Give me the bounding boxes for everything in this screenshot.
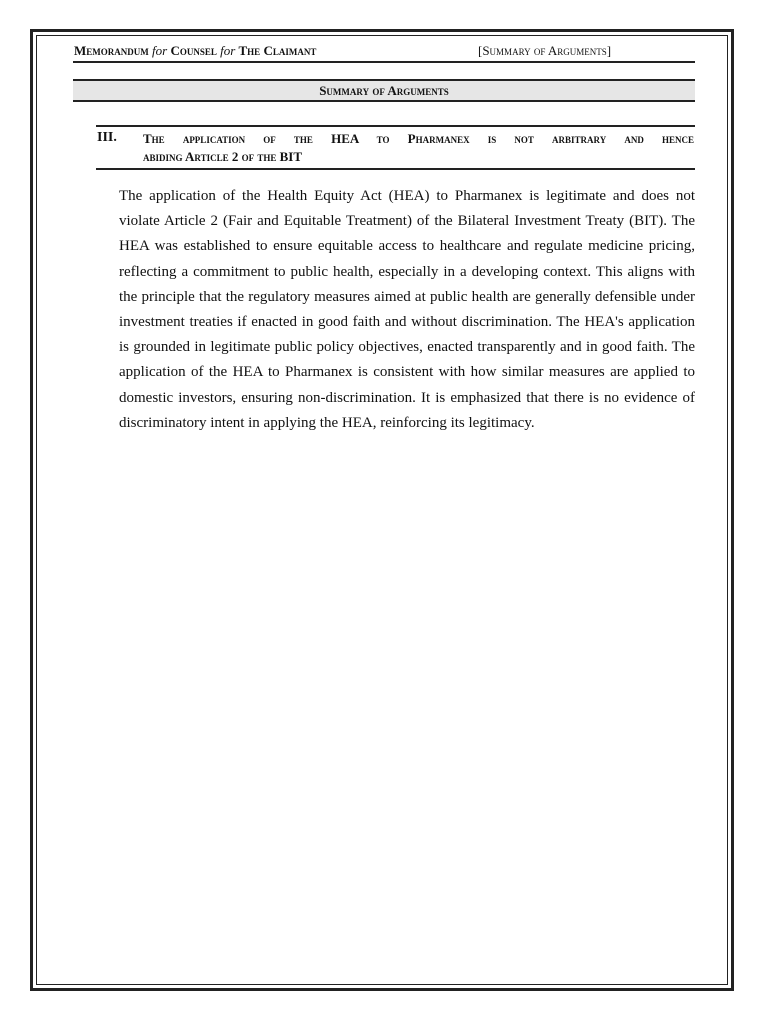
body-paragraph: The application of the Health Equity Act (HEA) to Pharmanex is legitimate and does not violate Article 2 (Fair and Equitable Treatment) of the Bilateral Investment Treaty (BIT). The HEA was established to ensure equitable access to healthcare and regulate medicine pricing, reflecting a commitment to public health, especially in a developing context. This aligns with the principle that the regulatory measures aimed at public health are generally defensible under investment treaties if enacted in good faith and without discrimination. The HEA's application is grounded in legitimate public policy objectives, enacted transparently and in good faith. The application of the HEA to Pharmanex is consistent with how similar measures are applied to domestic investors, ensuring non-discrimination. It is emphasized that there is no evidence of discriminatory intent in applying the HEA, reinforcing its legitimacy. (119, 188, 695, 431)
page-border-inner (36, 35, 728, 985)
heading-number: III. (97, 130, 117, 145)
header-word-for-1: for (152, 43, 168, 58)
heading-line-2: abiding Article 2 of the BIT (143, 149, 303, 164)
running-header (73, 41, 695, 63)
header-left-title (74, 43, 316, 59)
header-word-for-2: for (220, 43, 236, 58)
header-word-counsel: Counsel (170, 43, 217, 58)
header-word-claimant: The Claimant (238, 43, 317, 58)
header-word-memorandum: Memorandum (74, 43, 149, 58)
header-right-title: [Summary of Arguments] (478, 43, 612, 58)
argument-heading (96, 125, 695, 170)
section-title: Summary of Arguments (319, 83, 449, 98)
section-title-bar (73, 79, 695, 102)
heading-text (143, 130, 694, 166)
heading-line-1: The application of the HEA to Pharmanex is not arbitrary and hence (143, 131, 694, 146)
